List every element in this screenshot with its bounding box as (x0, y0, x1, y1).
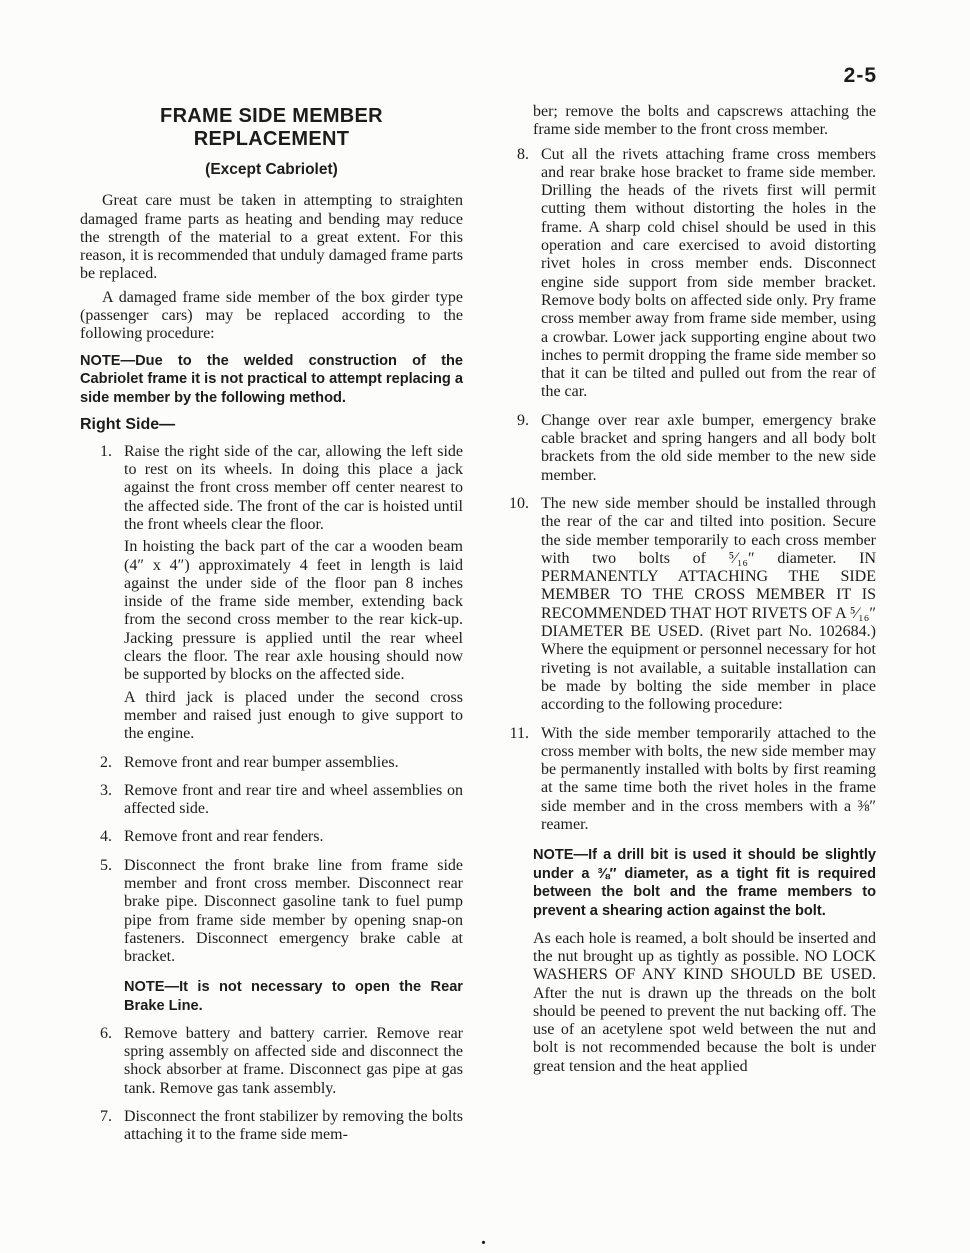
step-9-paragraph: Change over rear axle bumper, emergency brake cable bracket and spring hangers and all body bolt brackets from the old side member to the new side member. (541, 411, 876, 484)
step-8 (497, 146, 876, 406)
step-10 (497, 495, 876, 719)
step-7 (80, 1108, 463, 1149)
step-4 (80, 828, 463, 850)
article-title: FRAME SIDE MEMBER REPLACEMENT (160, 105, 383, 150)
step-6-paragraph: Remove battery and battery carrier. Remove rear spring assembly on affected side and disconnect the shock absorber at frame. Disconnect gas pipe at gas tank. Remove gas tank assembly. (124, 1024, 463, 1097)
step-8-number: 8. (517, 145, 529, 163)
intro-paragraph-2: A damaged frame side member of the box girder type (passenger cars) may be replaced according to the following procedure: (80, 288, 463, 343)
step-10-paragraph: The new side member should be installed through the rear of the car and tilted into position. Secure the side member temporarily to each cross member with two bolts of ⁵⁄₁₆″ diameter. IN PERMANENTLY ATTACHING THE SIDE MEMBER TO THE CROSS MEMBER IT IS RECOMMENDED THAT HOT RIVETS OF A ⁵⁄₁₆″ DIAMETER BE USED. (Rivet part No. 102684.) Where the equipment or personnel necessary for hot riveting is not available, a suitable installation can be made by bolting the side member in place according to the following procedure: (541, 494, 876, 714)
step-3-body (124, 782, 463, 823)
step-5-body (124, 857, 463, 971)
left-column (80, 100, 463, 1148)
step-8-paragraph: Cut all the rivets attaching frame cross members and rear brake hose bracket to frame side member. Drilling the heads of the rivets first will permit cutting them without distorting the holes in the frame. A sharp cold chisel should be used in this operation and care exercised to avoid distorting rivet holes in cross member ends. Disconnect engine side support from side member bracket. Remove body bolts on affected side only. Pry frame cross member away from frame side member, using a crowbar. Lower jack supporting engine about two inches to permit dropping the frame side member so that it can be tilted and pulled out from the rear of the car. (541, 145, 876, 401)
step-11-body (541, 725, 876, 839)
step-8-body (541, 146, 876, 406)
step-10-body (541, 495, 876, 719)
section-heading-right-side: Right Side— (80, 416, 176, 434)
step-5 (80, 857, 463, 971)
footer-dot: . (481, 1227, 486, 1249)
step-2-body (124, 754, 463, 776)
step-2-paragraph: Remove front and rear bumper assemblies. (124, 753, 399, 771)
right-column (497, 100, 876, 1076)
step-1-body (124, 443, 463, 748)
step-7-continuation: ber; remove the bolts and capscrews attaching the frame side member to the front cross member. (533, 103, 876, 139)
step-4-body (124, 828, 463, 850)
step-11 (497, 725, 876, 839)
step-9 (497, 412, 876, 489)
step-5-paragraph: Disconnect the front brake line from frame side member and front cross member. Disconnect rear brake pipe. Disconnect gasoline tank to fuel pump pipe from frame side member by opening snap-on fasteners. Disconnect emergency brake cable at bracket. (124, 856, 463, 966)
step-11-paragraph: With the side member temporarily attached to the cross member with bolts, the new side member may be permanently installed with bolts by first reaming at the same time both the rivet holes in the frame side member and in the cross members with a ⅜″ reamer. (541, 724, 876, 833)
note-cabriolet: NOTE—Due to the welded construction of the Cabriolet frame it is not practical to attempt replacing a side member by the following method. (80, 352, 463, 406)
step-2 (80, 754, 463, 776)
note-drill-bit: NOTE—If a drill bit is used it should be slightly under a ⅜″ diameter, as a tight fit is required between the bolt and the frame members to prevent a shearing action against the bolt. (533, 847, 876, 920)
step-1-paragraph-3: A third jack is placed under the second cross member and raised just enough to give support to the engine. (124, 688, 463, 743)
step-6-body (124, 1025, 463, 1102)
step-2-number: 2. (100, 753, 112, 771)
step-9-body (541, 412, 876, 489)
step-1-paragraph-1: Raise the right side of the car, allowing the left side to rest on its wheels. In doing this place a jack against the front cross member off center nearest to the affected side. The front of the car is hoisted until the front wheels clear the floor. (124, 442, 463, 533)
step-7-paragraph: Disconnect the front stabilizer by removing the bolts attaching it to the frame side mem- (124, 1107, 463, 1144)
step-10-number: 10. (509, 494, 529, 512)
step-1-number: 1. (100, 442, 112, 460)
step-7-body (124, 1108, 463, 1149)
step-4-number: 4. (100, 828, 112, 846)
step-6 (80, 1025, 463, 1102)
step-11-number: 11. (509, 724, 529, 742)
step-1 (80, 443, 463, 748)
article-subtitle: (Except Cabriolet) (205, 161, 338, 178)
step-7-number: 7. (100, 1107, 112, 1125)
step-9-number: 9. (517, 411, 529, 429)
step-3-paragraph: Remove front and rear tire and wheel assemblies on affected side. (124, 781, 463, 818)
note-rear-brake-line: NOTE—It is not necessary to open the Rear Brake Line. (124, 979, 463, 1015)
intro-paragraph-1: Great care must be taken in attempting to straighten damaged frame parts as heating and bending may reduce the strength of the material to a great extent. For this reason, it is recommended that unduly damaged frame parts be replaced. (80, 192, 463, 283)
step-3-number: 3. (100, 781, 112, 799)
closing-paragraph: As each hole is reamed, a bolt should be inserted and the nut brought up as tightly as possible. NO LOCK WASHERS OF ANY KIND SHOULD BE USED. After the nut is drawn up the threads on the bolt should be peened to prevent the nut backing off. The use of an acetylene spot weld between the nut and bolt is not recommended because the bolt is under great tension and the heat applied (533, 929, 876, 1075)
page-number: 2-5 (843, 64, 877, 87)
step-4-paragraph: Remove front and rear fenders. (124, 828, 324, 846)
step-1-paragraph-2: In hoisting the back part of the car a wooden beam (4″ x 4″) approximately 4 feet in length is laid against the under side of the floor pan 8 inches inside of the frame side member, extending back from the second cross member to the rear kick-up. Jacking pressure is applied until the rear wheel clears the floor. The rear axle housing should now be supported by blocks on the affected side. (124, 538, 463, 684)
step-5-number: 5. (100, 856, 112, 874)
step-3 (80, 782, 463, 823)
step-6-number: 6. (100, 1024, 112, 1042)
